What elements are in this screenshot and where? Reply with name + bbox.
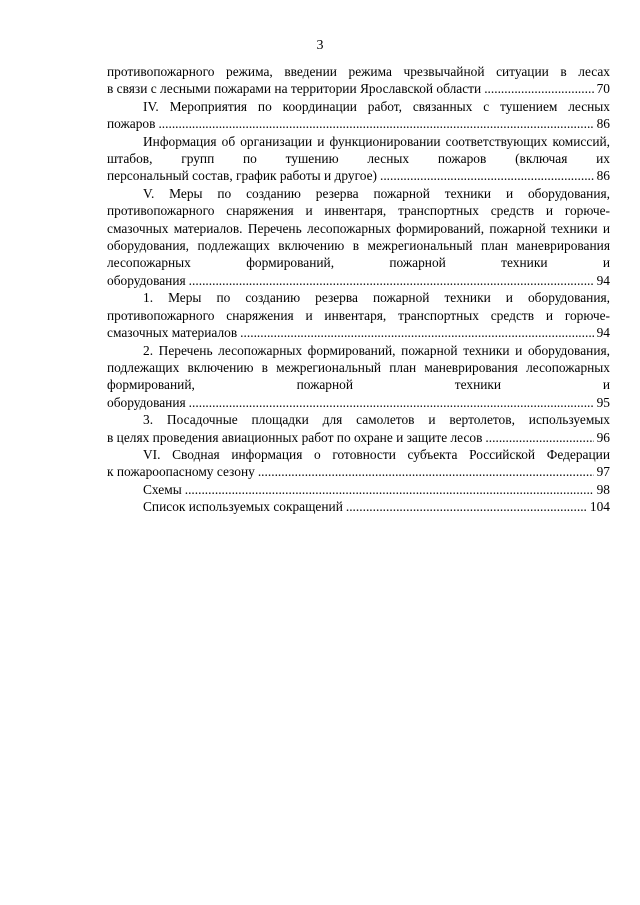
toc-page-number: 70 [596,81,610,97]
toc-entry-last-text: Список используемых сокращений [143,499,343,515]
toc-leader-dots [346,498,587,515]
toc-page-number: 86 [596,116,610,132]
toc-entry-text: IV. Мероприятия по координации работ, связанных с тушением лесных [143,98,610,114]
toc-page-number: 94 [596,325,610,341]
toc-entry-last-text: в целях проведения авиационных работ по охране и защите лесов [107,429,483,445]
toc-entry-text: 3. Посадочные площадки для самолетов и вертолетов, используемых [143,412,610,428]
toc-entry-section-vi[interactable] [107,446,610,481]
toc-entry-text: V. Меры по созданию резерва пожарной техники и оборудования, противопожарного снаряжения и инвентаря, транспортных средств и горюче-смазочных материалов. Перечень лесопожарных формирований, пожарной техники и оборудования, подлежащих включению в межрегиональный план маневрирования лесопожарных формирований, пожарной техники и [107,185,610,271]
toc-entry-last-text: смазочных материалов [107,325,238,341]
table-of-contents [107,63,610,516]
page-number: 3 [316,38,324,53]
toc-entry-schemes[interactable] [107,481,610,498]
toc-page-number: 95 [596,394,610,410]
toc-entry-text: Информация об организации и функционировании соответствующих комиссий, штабов, групп по тушению лесных пожаров (включая их [107,133,610,167]
toc-entry-abbreviations[interactable] [107,498,610,515]
toc-entry-text: 2. Перечень лесопожарных формирований, пожарной техники и оборудования, подлежащих включению в межрегиональный план маневрирования лесопожарных формирований, пожарной техники и [107,342,610,393]
toc-entry-continuation [107,63,610,98]
toc-entry-last-text: персональный состав, график работы и другое) [107,168,377,184]
toc-leader-dots [484,80,593,97]
toc-entry-last-line [107,394,610,411]
toc-page-number: 94 [596,272,610,288]
toc-page-number: 104 [589,499,610,515]
toc-entry-last-line [107,481,610,498]
toc-entry-last-line [107,324,610,341]
toc-entry-text: VI. Сводная информация о готовности субъекта Российской Федерации [143,446,610,462]
toc-entry-last-text: пожаров [107,116,156,132]
toc-leader-dots [189,394,594,411]
toc-entry-last-text: оборудования [107,272,186,288]
toc-leader-dots [189,272,594,289]
toc-page-number: 86 [596,168,610,184]
toc-entry-last-text: оборудования [107,394,186,410]
toc-leader-dots [380,167,594,184]
toc-entry-text: 1. Меры по созданию резерва пожарной техники и оборудования, противопожарного снаряжения и инвентаря, транспортных средств и горюче- [107,290,610,323]
toc-entry-section-v[interactable] [107,185,610,289]
toc-entry-last-line [107,429,610,446]
toc-entry-section-v-2[interactable] [107,342,610,412]
toc-page-number: 96 [596,429,610,445]
toc-entry-last-line [107,115,610,132]
toc-entry-section-iv[interactable] [107,98,610,133]
toc-leader-dots [158,115,593,132]
toc-leader-dots [485,429,593,446]
toc-leader-dots [258,463,594,480]
toc-entry-last-text: в связи с лесными пожарами на территории Ярославской области [107,81,482,97]
toc-entry-last-line [107,463,610,480]
toc-entry-last-text: Схемы [143,481,182,497]
toc-leader-dots [185,481,594,498]
toc-entry-section-v-1[interactable] [107,289,610,341]
toc-page-number: 97 [596,464,610,480]
toc-entry-last-text: к пожароопасному сезону [107,464,255,480]
toc-leader-dots [240,324,593,341]
toc-entry-information[interactable] [107,133,610,185]
toc-entry-last-line [107,167,610,184]
toc-entry-section-v-3[interactable] [107,411,610,446]
toc-entry-last-line [107,272,610,289]
toc-page-number: 98 [596,481,610,497]
toc-entry-last-line [107,498,610,515]
toc-entry-text: противопожарного режима, введении режима чрезвычайной ситуации в лесах [107,64,610,79]
toc-entry-last-line [107,80,610,97]
